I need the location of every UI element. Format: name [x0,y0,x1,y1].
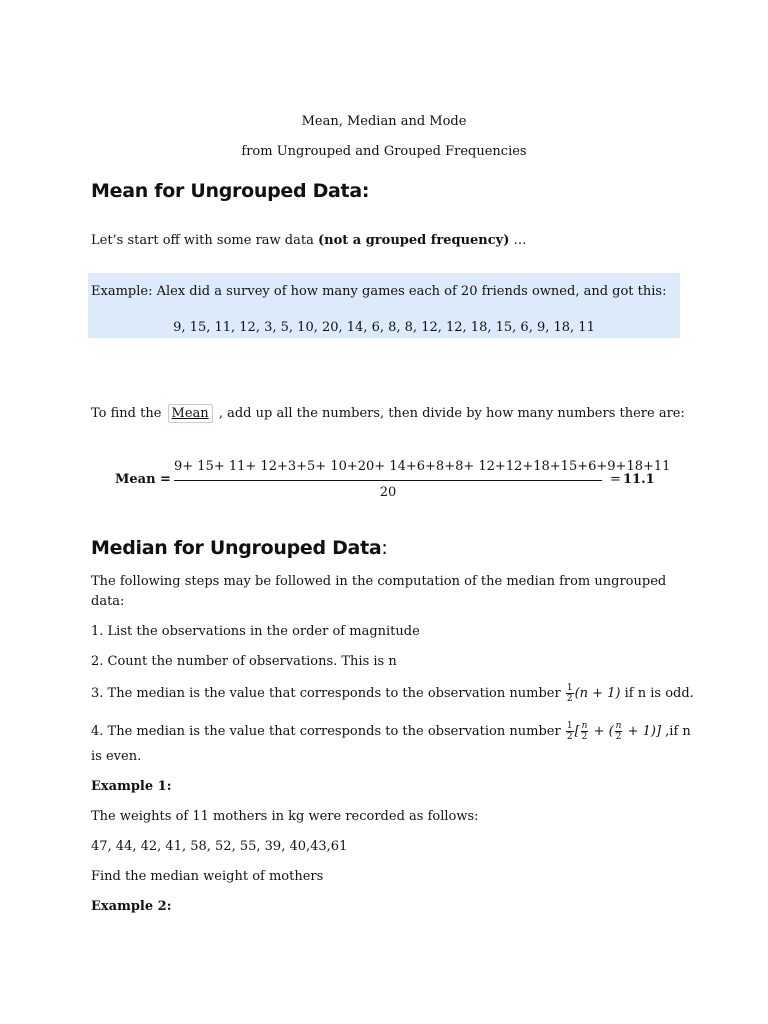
example-text: Example: Alex did a survey of how many games each of 20 friends owned, and got this: [91,284,667,299]
step3-half-fraction: $\frac{1}{2}$ [566,683,573,704]
find-mean-pre: To find the [91,406,166,421]
example1-heading: Example 1: [91,779,172,794]
step3-pre: 3. The median is the value that corresponds to the observation number [91,686,565,701]
mean-intro [91,233,527,248]
mean-formula-equals: = [610,472,621,487]
example-data: 9, 15, 11, 12, 3, 5, 10, 20, 14, 6, 8, 8, 12, 12, 18, 15, 6, 9, 18, 11 [173,320,595,335]
mean-formula-result: 11.1 [623,472,655,487]
median-intro-line2: data: [91,594,125,609]
mean-fraction-bar [174,480,602,481]
mean-link-text[interactable]: Mean [171,406,209,421]
document-subtitle: from Ungrouped and Grouped Frequencies [241,144,527,159]
step4-half-fraction: $\frac{1}{2}$ [566,721,573,742]
mean-formula-numerator: 9+ 15+ 11+ 12+3+5+ 10+20+ 14+6+8+8+ 12+12+18+15+6+9+18+11 [174,459,671,474]
median-intro-line1: The following steps may be followed in the computation of the median from ungrouped [91,574,667,589]
step4-pre: 4. The median is the value that corresponds to the observation number [91,724,565,739]
mean-formula-denominator: 20 [379,485,397,500]
mean-formula-label: Mean = [115,472,171,487]
mean-intro-tail: … [509,233,527,248]
median-step-2: 2. Count the number of observations. This is n [91,654,397,669]
step3-post: if n is odd. [620,686,694,701]
median-heading-colon: : [381,537,388,559]
step4-n-over-2-b: $\frac{n}{2}$ [615,721,622,742]
median-heading [91,537,388,559]
step4-n-over-2-a: $\frac{n}{2}$ [581,721,588,742]
median-step-4-line2: is even. [91,749,142,764]
document-title: Mean, Median and Mode [301,114,467,129]
median-step-3 [91,681,694,707]
example1-question: Find the median weight of mothers [91,869,324,884]
example2-heading: Example 2: [91,899,172,914]
median-step-4: 4. The median is the value that corresponds to the observation number $\frac{1}{2}$ [ $\frac{n}{2}$ + ( $\frac{n}{2}$ + 1)] ,if n [91,721,691,742]
example1-text: The weights of 11 mothers in kg were recorded as follows: [91,809,479,824]
step3-expression: (n + 1) [574,686,621,701]
median-heading-text: Median for Ungrouped Data [91,537,382,559]
find-mean-line [91,404,685,423]
find-mean-post: , add up all the numbers, then divide by how many numbers there are: [214,406,685,421]
example1-data: 47, 44, 42, 41, 58, 52, 55, 39, 40,43,61 [91,839,348,854]
step4-post: ,if n [661,724,691,739]
mean-link[interactable] [168,404,213,423]
mean-heading: Mean for Ungrouped Data: [91,180,370,202]
median-step-1: 1. List the observations in the order of magnitude [91,624,420,639]
mean-intro-bold: (not a grouped frequency) [317,233,510,248]
mean-intro-plain: Let’s start off with some raw data [91,233,318,248]
